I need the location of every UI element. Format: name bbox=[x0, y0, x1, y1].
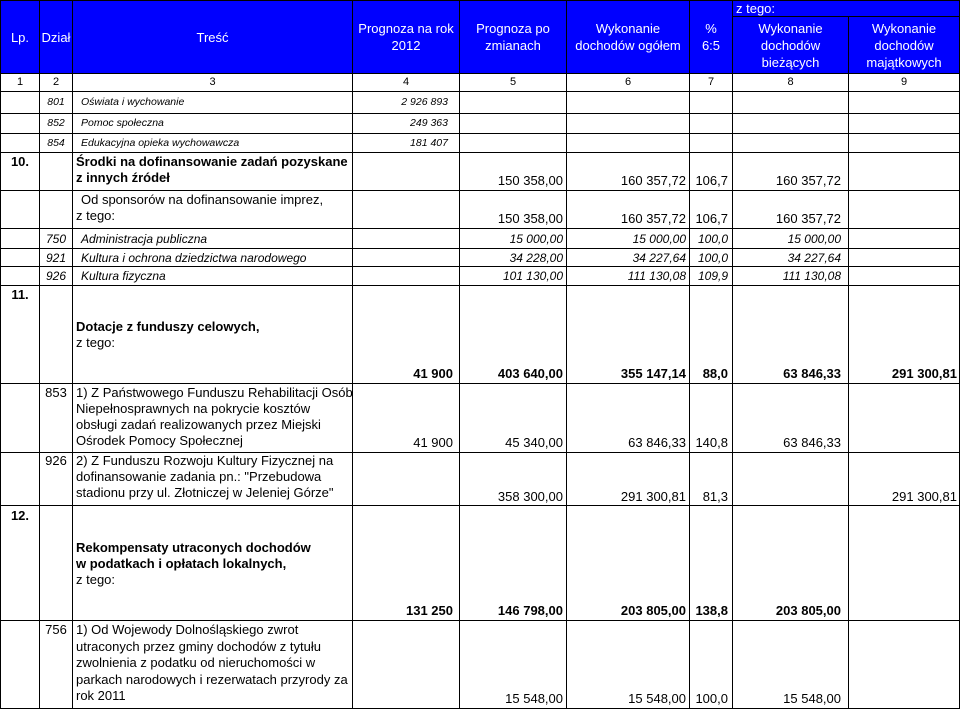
tresc-title: Dotacje z funduszy celowych, bbox=[76, 319, 260, 334]
column-number: 7 bbox=[690, 74, 733, 92]
column-number: 4 bbox=[353, 74, 460, 92]
table-row bbox=[1, 621, 960, 709]
prognoza-2012-cell bbox=[353, 453, 460, 506]
prognoza-po-zmianach-cell: 15 000,00 bbox=[460, 229, 567, 249]
wykonanie-ogolem-cell: 111 130,08 bbox=[567, 267, 690, 286]
lp-cell bbox=[1, 229, 40, 249]
wykonanie-ogolem-cell: 355 147,14 bbox=[567, 286, 690, 384]
prognoza-po-zmianach-cell: 146 798,00 bbox=[460, 506, 567, 621]
lp-cell bbox=[1, 384, 40, 453]
prognoza-2012-cell bbox=[353, 229, 460, 249]
lp-cell bbox=[1, 191, 40, 229]
wykonanie-ogolem-cell: 34 227,64 bbox=[567, 249, 690, 267]
dzial-cell: 921 bbox=[40, 249, 73, 267]
dzial-cell bbox=[40, 286, 73, 384]
table-row bbox=[1, 114, 960, 134]
dzial-cell: 852 bbox=[40, 114, 73, 134]
prognoza-po-zmianach-cell: 358 300,00 bbox=[460, 453, 567, 506]
table-row bbox=[1, 191, 960, 229]
header-tresc: Treść bbox=[73, 1, 353, 74]
wykonanie-biezace-cell: 34 227,64 bbox=[733, 249, 849, 267]
wykonanie-majatkowe-cell: 291 300,81 bbox=[849, 286, 960, 384]
procent-cell bbox=[690, 114, 733, 134]
lp-cell bbox=[1, 92, 40, 114]
wykonanie-majatkowe-cell bbox=[849, 114, 960, 134]
procent-cell: 106,7 bbox=[690, 153, 733, 191]
table-row bbox=[1, 267, 960, 286]
dzial-cell: 854 bbox=[40, 134, 73, 153]
prognoza-po-zmianach-cell: 34 228,00 bbox=[460, 249, 567, 267]
table-row bbox=[1, 506, 960, 621]
table-body bbox=[1, 92, 960, 709]
wykonanie-biezace-cell: 160 357,72 bbox=[733, 153, 849, 191]
wykonanie-ogolem-cell: 160 357,72 bbox=[567, 153, 690, 191]
wykonanie-biezace-cell: 203 805,00 bbox=[733, 506, 849, 621]
tresc-cell: Środki na dofinansowanie zadań pozyskane z innych źródeł bbox=[73, 153, 353, 191]
prognoza-2012-cell bbox=[353, 191, 460, 229]
tresc-cell bbox=[73, 506, 353, 621]
wykonanie-ogolem-cell bbox=[567, 134, 690, 153]
wykonanie-ogolem-cell bbox=[567, 92, 690, 114]
header-wykonanie-majatkowe: Wykonanie dochodów majątkowych bbox=[849, 17, 960, 74]
procent-cell: 100,0 bbox=[690, 621, 733, 709]
procent-cell: 109,9 bbox=[690, 267, 733, 286]
wykonanie-majatkowe-cell bbox=[849, 191, 960, 229]
table-row bbox=[1, 384, 960, 453]
prognoza-2012-cell bbox=[353, 249, 460, 267]
prognoza-po-zmianach-cell: 101 130,00 bbox=[460, 267, 567, 286]
prognoza-po-zmianach-cell: 403 640,00 bbox=[460, 286, 567, 384]
wykonanie-biezace-cell: 63 846,33 bbox=[733, 384, 849, 453]
prognoza-po-zmianach-cell bbox=[460, 134, 567, 153]
prognoza-po-zmianach-cell: 150 358,00 bbox=[460, 191, 567, 229]
prognoza-2012-cell bbox=[353, 621, 460, 709]
procent-cell: 140,8 bbox=[690, 384, 733, 453]
header-lp: Lp. bbox=[1, 1, 40, 74]
column-number: 6 bbox=[567, 74, 690, 92]
table-header bbox=[1, 1, 960, 92]
table-row bbox=[1, 249, 960, 267]
wykonanie-majatkowe-cell bbox=[849, 153, 960, 191]
table-row bbox=[1, 453, 960, 506]
wykonanie-ogolem-cell: 63 846,33 bbox=[567, 384, 690, 453]
prognoza-po-zmianach-cell bbox=[460, 114, 567, 134]
prognoza-2012-cell: 2 926 893 bbox=[353, 92, 460, 114]
prognoza-po-zmianach-cell: 150 358,00 bbox=[460, 153, 567, 191]
tresc-subtitle: z tego: bbox=[76, 572, 116, 587]
dzial-cell bbox=[40, 153, 73, 191]
prognoza-2012-cell bbox=[353, 267, 460, 286]
wykonanie-majatkowe-cell bbox=[849, 621, 960, 709]
lp-cell bbox=[1, 114, 40, 134]
tresc-cell: Oświata i wychowanie bbox=[73, 92, 353, 114]
header-z-tego: z tego: bbox=[733, 1, 960, 17]
tresc-cell: Pomoc społeczna bbox=[73, 114, 353, 134]
wykonanie-biezace-cell: 63 846,33 bbox=[733, 286, 849, 384]
wykonanie-biezace-cell: 15 548,00 bbox=[733, 621, 849, 709]
lp-cell: 11. bbox=[1, 286, 40, 384]
procent-cell bbox=[690, 134, 733, 153]
table-row bbox=[1, 92, 960, 114]
lp-cell bbox=[1, 267, 40, 286]
table-row bbox=[1, 134, 960, 153]
wykonanie-ogolem-cell: 203 805,00 bbox=[567, 506, 690, 621]
dzial-cell: 926 bbox=[40, 267, 73, 286]
column-number: 3 bbox=[73, 74, 353, 92]
lp-cell bbox=[1, 453, 40, 506]
table-row bbox=[1, 229, 960, 249]
dzial-cell bbox=[40, 506, 73, 621]
column-number: 5 bbox=[460, 74, 567, 92]
prognoza-2012-cell: 249 363 bbox=[353, 114, 460, 134]
wykonanie-ogolem-cell bbox=[567, 114, 690, 134]
column-number: 1 bbox=[1, 74, 40, 92]
wykonanie-ogolem-cell: 15 000,00 bbox=[567, 229, 690, 249]
wykonanie-biezace-cell bbox=[733, 92, 849, 114]
procent-cell: 88,0 bbox=[690, 286, 733, 384]
dzial-cell: 750 bbox=[40, 229, 73, 249]
header-wykonanie-ogolem: Wykonanie dochodów ogółem bbox=[567, 1, 690, 74]
wykonanie-biezace-cell: 111 130,08 bbox=[733, 267, 849, 286]
wykonanie-biezace-cell: 15 000,00 bbox=[733, 229, 849, 249]
column-number: 9 bbox=[849, 74, 960, 92]
procent-cell: 106,7 bbox=[690, 191, 733, 229]
column-number: 2 bbox=[40, 74, 73, 92]
wykonanie-majatkowe-cell bbox=[849, 92, 960, 114]
dzial-cell: 756 bbox=[40, 621, 73, 709]
prognoza-2012-cell: 181 407 bbox=[353, 134, 460, 153]
tresc-cell: 1) Z Państwowego Funduszu Rehabilitacji Osób Niepełnosprawnych na pokrycie kosztów obsługi zadań realizowanych przez Miejski Ośrodek Pomocy Społecznej bbox=[73, 384, 353, 453]
procent-cell: 100,0 bbox=[690, 229, 733, 249]
wykonanie-majatkowe-cell bbox=[849, 229, 960, 249]
header-procent: % 6:5 bbox=[690, 1, 733, 74]
tresc-cell: Kultura fizyczna bbox=[73, 267, 353, 286]
procent-cell: 81,3 bbox=[690, 453, 733, 506]
tresc-subtitle: z tego: bbox=[76, 335, 116, 350]
wykonanie-majatkowe-cell bbox=[849, 267, 960, 286]
wykonanie-ogolem-cell: 160 357,72 bbox=[567, 191, 690, 229]
tresc-cell: 1) Od Wojewody Dolnośląskiego zwrot utraconych przez gminy dochodów z tytułu zwolnienia z podatku od nieruchomości w parkach narodowych i rezerwatach przyrody za rok 2011 bbox=[73, 621, 353, 709]
tresc-title: Rekompensaty utraconych dochodów w podatkach i opłatach lokalnych, bbox=[76, 540, 311, 571]
procent-cell: 100,0 bbox=[690, 249, 733, 267]
header-prognoza-2012: Prognoza na rok 2012 bbox=[353, 1, 460, 74]
wykonanie-biezace-cell bbox=[733, 453, 849, 506]
tresc-cell: Od sponsorów na dofinansowanie imprez, z tego: bbox=[73, 191, 353, 229]
tresc-cell: Edukacyjna opieka wychowawcza bbox=[73, 134, 353, 153]
header-prognoza-po-zmianach: Prognoza po zmianach bbox=[460, 1, 567, 74]
lp-cell: 10. bbox=[1, 153, 40, 191]
dzial-cell bbox=[40, 191, 73, 229]
wykonanie-majatkowe-cell bbox=[849, 249, 960, 267]
column-number: 8 bbox=[733, 74, 849, 92]
lp-cell bbox=[1, 134, 40, 153]
prognoza-po-zmianach-cell: 45 340,00 bbox=[460, 384, 567, 453]
table-row bbox=[1, 286, 960, 384]
tresc-cell bbox=[73, 286, 353, 384]
wykonanie-biezace-cell bbox=[733, 114, 849, 134]
column-number-row bbox=[1, 74, 960, 92]
procent-cell bbox=[690, 92, 733, 114]
dzial-cell: 801 bbox=[40, 92, 73, 114]
prognoza-po-zmianach-cell: 15 548,00 bbox=[460, 621, 567, 709]
wykonanie-ogolem-cell: 15 548,00 bbox=[567, 621, 690, 709]
header-wykonanie-biezace: Wykonanie dochodów bieżących bbox=[733, 17, 849, 74]
wykonanie-biezace-cell bbox=[733, 134, 849, 153]
wykonanie-majatkowe-cell bbox=[849, 384, 960, 453]
dzial-cell: 926 bbox=[40, 453, 73, 506]
dzial-cell: 853 bbox=[40, 384, 73, 453]
header-dzial: Dział bbox=[40, 1, 73, 74]
lp-cell bbox=[1, 621, 40, 709]
tresc-cell: Administracja publiczna bbox=[73, 229, 353, 249]
procent-cell: 138,8 bbox=[690, 506, 733, 621]
wykonanie-majatkowe-cell: 291 300,81 bbox=[849, 453, 960, 506]
lp-cell: 12. bbox=[1, 506, 40, 621]
table-row bbox=[1, 153, 960, 191]
tresc-cell: Kultura i ochrona dziedzictwa narodowego bbox=[73, 249, 353, 267]
prognoza-2012-cell: 131 250 bbox=[353, 506, 460, 621]
prognoza-2012-cell: 41 900 bbox=[353, 384, 460, 453]
wykonanie-biezace-cell: 160 357,72 bbox=[733, 191, 849, 229]
prognoza-2012-cell: 41 900 bbox=[353, 286, 460, 384]
prognoza-2012-cell bbox=[353, 153, 460, 191]
prognoza-po-zmianach-cell bbox=[460, 92, 567, 114]
tresc-cell: 2) Z Funduszu Rozwoju Kultury Fizycznej na dofinansowanie zadania pn.: "Przebudowa stadionu przy ul. Złotniczej w Jeleniej Górze" bbox=[73, 453, 353, 506]
lp-cell bbox=[1, 249, 40, 267]
wykonanie-majatkowe-cell bbox=[849, 506, 960, 621]
wykonanie-ogolem-cell: 291 300,81 bbox=[567, 453, 690, 506]
wykonanie-majatkowe-cell bbox=[849, 134, 960, 153]
